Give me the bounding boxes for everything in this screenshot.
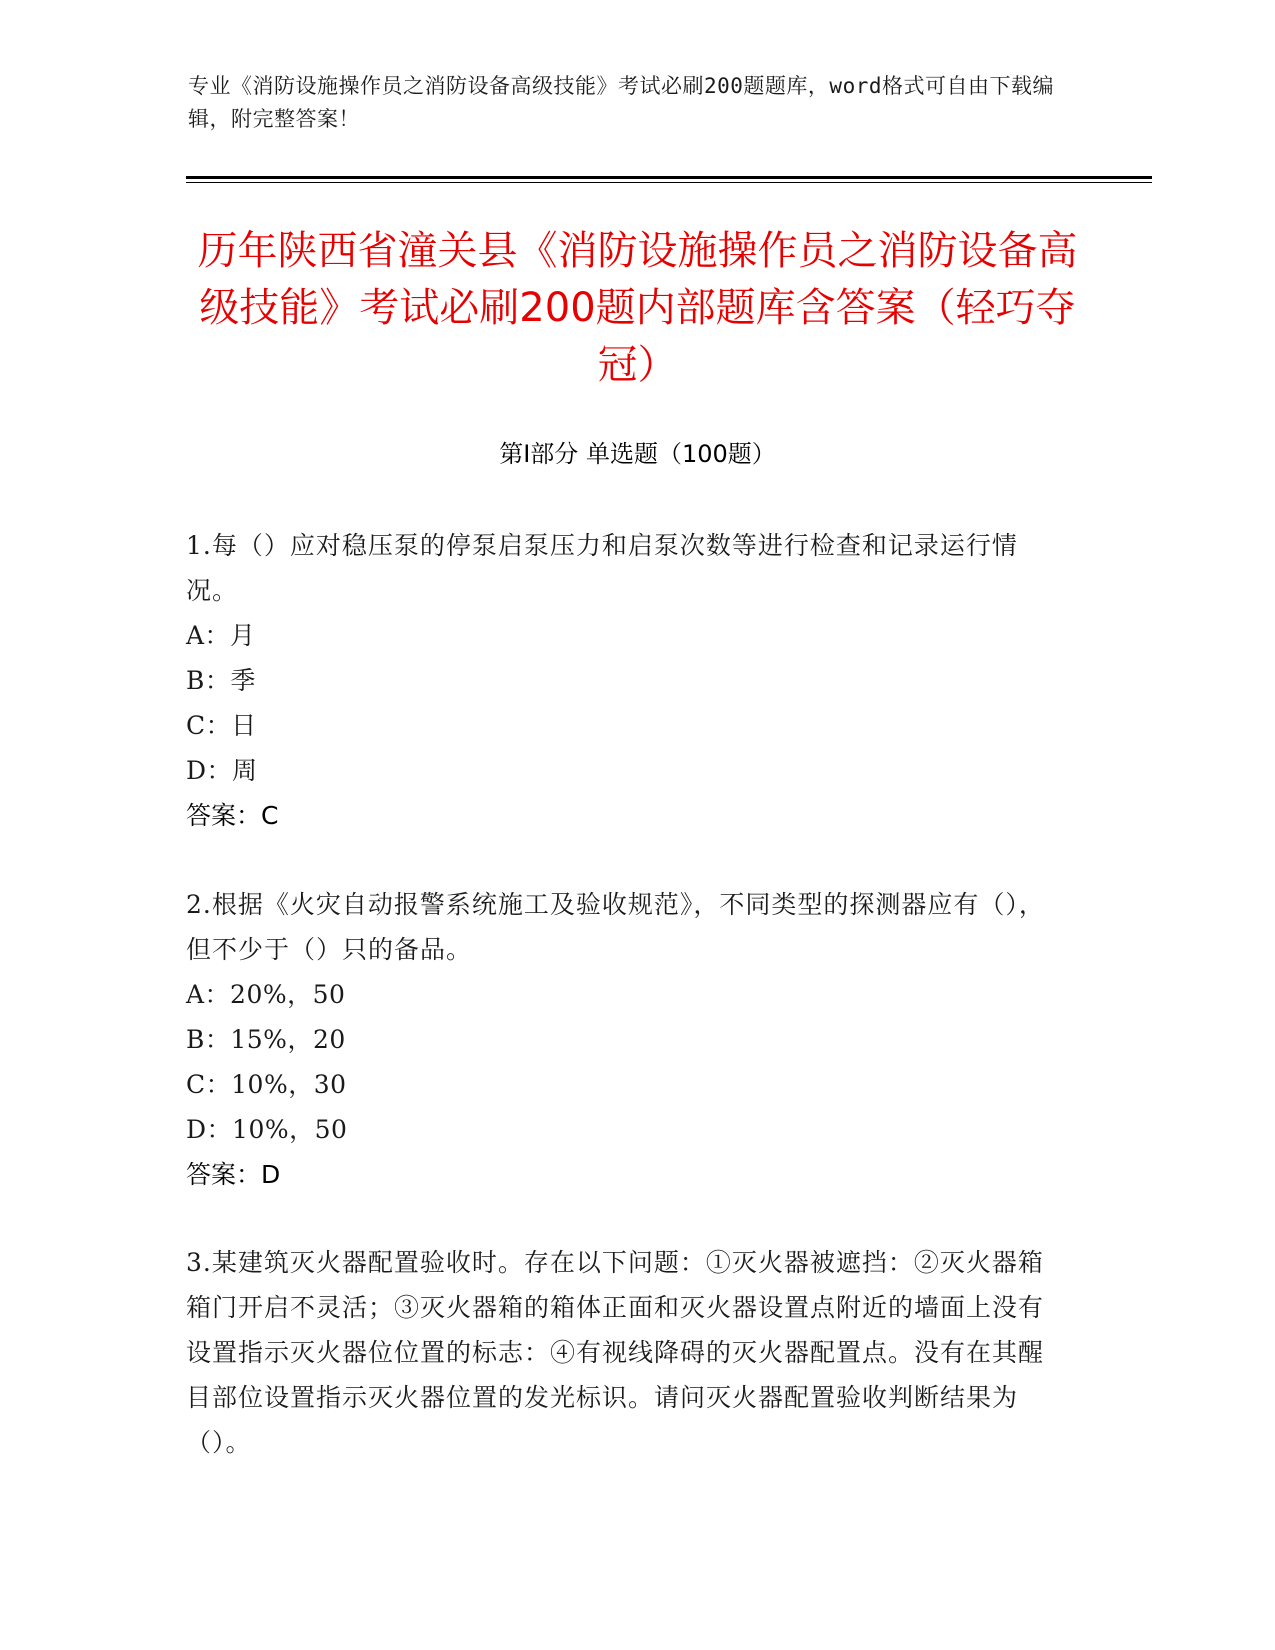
option-a: A：20%，50 (186, 980, 346, 1009)
section-title: 第Ⅰ部分 单选题（100题） (499, 440, 776, 468)
header-divider-thin (186, 182, 1152, 183)
option-c: C：日 (186, 711, 257, 740)
option-a: A：月 (186, 621, 256, 650)
answer: 答案：D (186, 1160, 281, 1189)
question-stem: 3.某建筑灭火器配置验收时。存在以下问题：①灭火器被遮挡：②灭火器箱箱门开启不灵活；③灭火器箱的箱体正面和灭火器设置点附近的墙面上没有设置指示灭火器位位置的标志：④有视线降碍的灭火器配置点。没有在其醒目部位设置指示灭火器位置的发光标识。请问灭火器配置验收判断结果为（）。 (186, 1248, 1045, 1457)
answer: 答案：C (186, 801, 279, 830)
question-3 (186, 1240, 1066, 1465)
question-stem: 1.每（）应对稳压泵的停泵启泵压力和启泵次数等进行检查和记录运行情况。 (186, 531, 1018, 605)
header-note: 专业《消防设施操作员之消防设备高级技能》考试必刷200题题库，word格式可自由下载编辑，附完整答案！ (188, 74, 1054, 131)
document-title: 历年陕西省潼关县《消防设施操作员之消防设备高级技能》考试必刷200题内部题库含答案（轻巧夺冠） (197, 228, 1078, 388)
option-c: C：10%，30 (186, 1070, 347, 1099)
option-b: B：季 (186, 666, 256, 695)
question-2 (186, 882, 1066, 1197)
option-d: D：周 (186, 756, 258, 785)
option-b: B：15%，20 (186, 1025, 346, 1054)
question-stem: 2.根据《火灾自动报警系统施工及验收规范》，不同类型的探测器应有（），但不少于（）只的备品。 (186, 890, 1045, 964)
header-divider-thick (186, 176, 1152, 179)
option-d: D：10%，50 (186, 1115, 348, 1144)
question-1 (186, 523, 1066, 838)
